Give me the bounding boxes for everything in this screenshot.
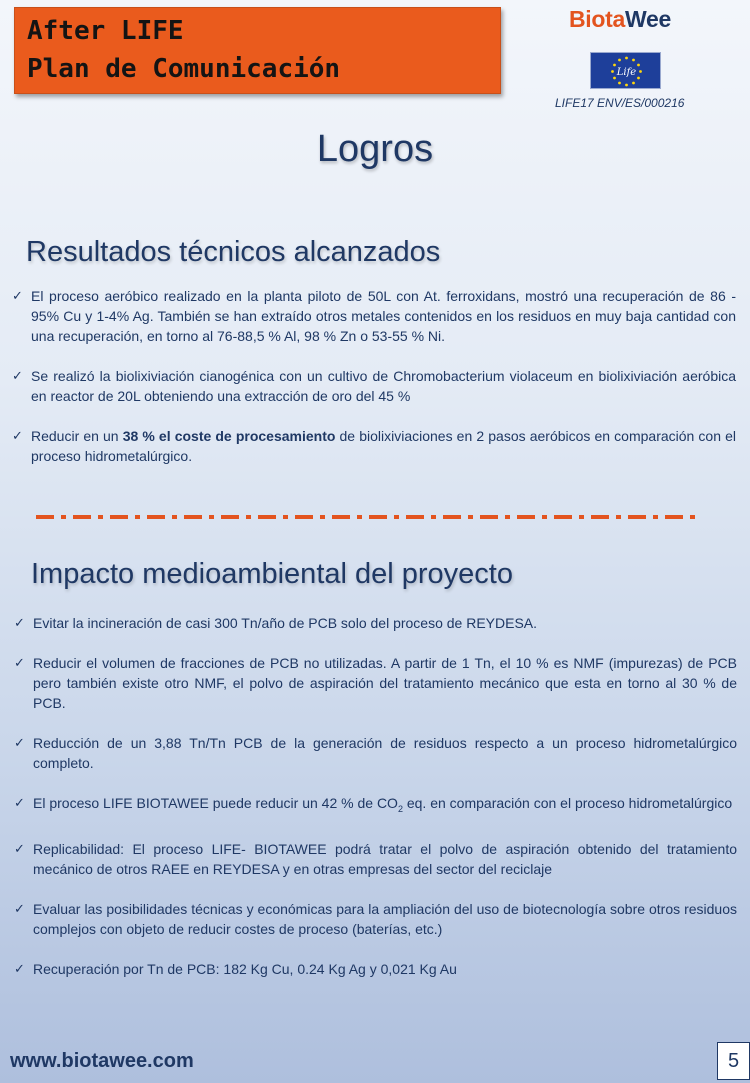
list-item (14, 653, 737, 713)
eu-life-flag-icon (590, 52, 661, 89)
list-item (14, 613, 737, 633)
list-item-text: Se realizó la biolixiviación cianogénica con un cultivo de Chromobacterium violaceum en biolixiviación aeróbica en reactor de 20L obteniendo una extracción de oro del 45 % (31, 368, 736, 404)
co2-subscript: 2 (397, 803, 403, 814)
eu-life-text: Life (616, 67, 637, 78)
check-icon: ✓ (14, 615, 25, 630)
list-item (14, 839, 737, 879)
check-icon: ✓ (14, 900, 25, 916)
list-item-text-pre: El proceso LIFE BIOTAWEE puede reducir un 42 % de CO (33, 795, 398, 811)
list-item (12, 426, 736, 466)
section-title-technical-results: Resultados técnicos alcanzados (26, 236, 441, 268)
list-item-text: Replicabilidad: El proceso LIFE- BIOTAWEE podrá tratar el polvo de aspiración obtenido del tratamiento mecánico de otros RAEE en REYDESA y en otras empresas del sector del reciclaje (33, 840, 737, 877)
check-icon: ✓ (14, 655, 25, 670)
list-item (12, 366, 736, 406)
biotawee-logo (569, 6, 671, 33)
list-item-text-post: eq. en comparación con el proceso hidrometalúrgico (402, 795, 733, 811)
list-item (14, 733, 737, 773)
list-item-text: El proceso aeróbico realizado en la planta piloto de 50L con At. ferroxidans, mostró una recuperación de 86 - 95% Cu y 1-4% Ag. También se han extraído otros metales contenidos en los residuos en muy baja cantidad con una recuperación, en torno al 76-88,5 % Al, 98 % Zn o 53-55 % Ni. (31, 288, 736, 344)
environmental-impact-list (14, 613, 737, 979)
list-item (12, 286, 736, 346)
header-line-1: After LIFE (27, 16, 184, 46)
brand-part-1: Biota (569, 6, 626, 32)
check-icon: ✓ (14, 795, 25, 810)
list-item-text: Reducción de un 3,88 Tn/Tn PCB de la generación de residuos respecto a un proceso hidrometalúrgico completo. (33, 735, 737, 771)
check-icon: ✓ (14, 735, 25, 750)
list-item-text: Evaluar las posibilidades técnicas y económicas para la ampliación del uso de biotecnología sobre otros residuos complejos con objeto de reducir costes de proceso (baterías, etc.) (33, 900, 737, 937)
list-item-text: Evitar la incineración de casi 300 Tn/año de PCB solo del proceso de REYDESA. (33, 615, 538, 631)
header-banner (14, 7, 501, 94)
list-item-text-post: de biolixiviaciones en 2 pasos aeróbicos en comparación con el proceso hidrometalúrgico. (31, 428, 737, 464)
footer-website-link[interactable]: www.biotawee.com (10, 1050, 194, 1072)
check-icon: ✓ (12, 368, 23, 383)
check-icon: ✓ (14, 960, 25, 976)
list-item-text: Recuperación por Tn de PCB: 182 Kg Cu, 0.24 Kg Ag y 0,021 Kg Au (33, 960, 457, 977)
check-icon: ✓ (12, 288, 23, 303)
page-number: 5 (717, 1042, 750, 1080)
section-title-environmental-impact: Impacto medioambiental del proyecto (31, 558, 513, 590)
technical-results-list (12, 286, 736, 466)
list-item-text-pre: Reducir en un (31, 428, 123, 444)
list-item (14, 959, 737, 979)
check-icon: ✓ (14, 840, 25, 856)
list-item (14, 899, 737, 939)
dashed-divider (36, 513, 701, 521)
brand-part-2: Wee (625, 6, 671, 32)
page-title: Logros (316, 128, 434, 170)
project-code: LIFE17 ENV/ES/000216 (555, 96, 685, 110)
check-icon: ✓ (12, 428, 23, 443)
list-item-text-bold: 38 % el coste de procesamiento (122, 428, 336, 444)
list-item (14, 793, 737, 819)
list-item-text: Reducir el volumen de fracciones de PCB no utilizadas. A partir de 1 Tn, el 10 % es NMF (impurezas) de PCB pero también existe otro NMF, el polvo de aspiración del tratamiento mecánico que esta en torno al 30 % de PCB. (33, 655, 737, 711)
header-line-2: Plan de Comunicación (27, 54, 341, 84)
